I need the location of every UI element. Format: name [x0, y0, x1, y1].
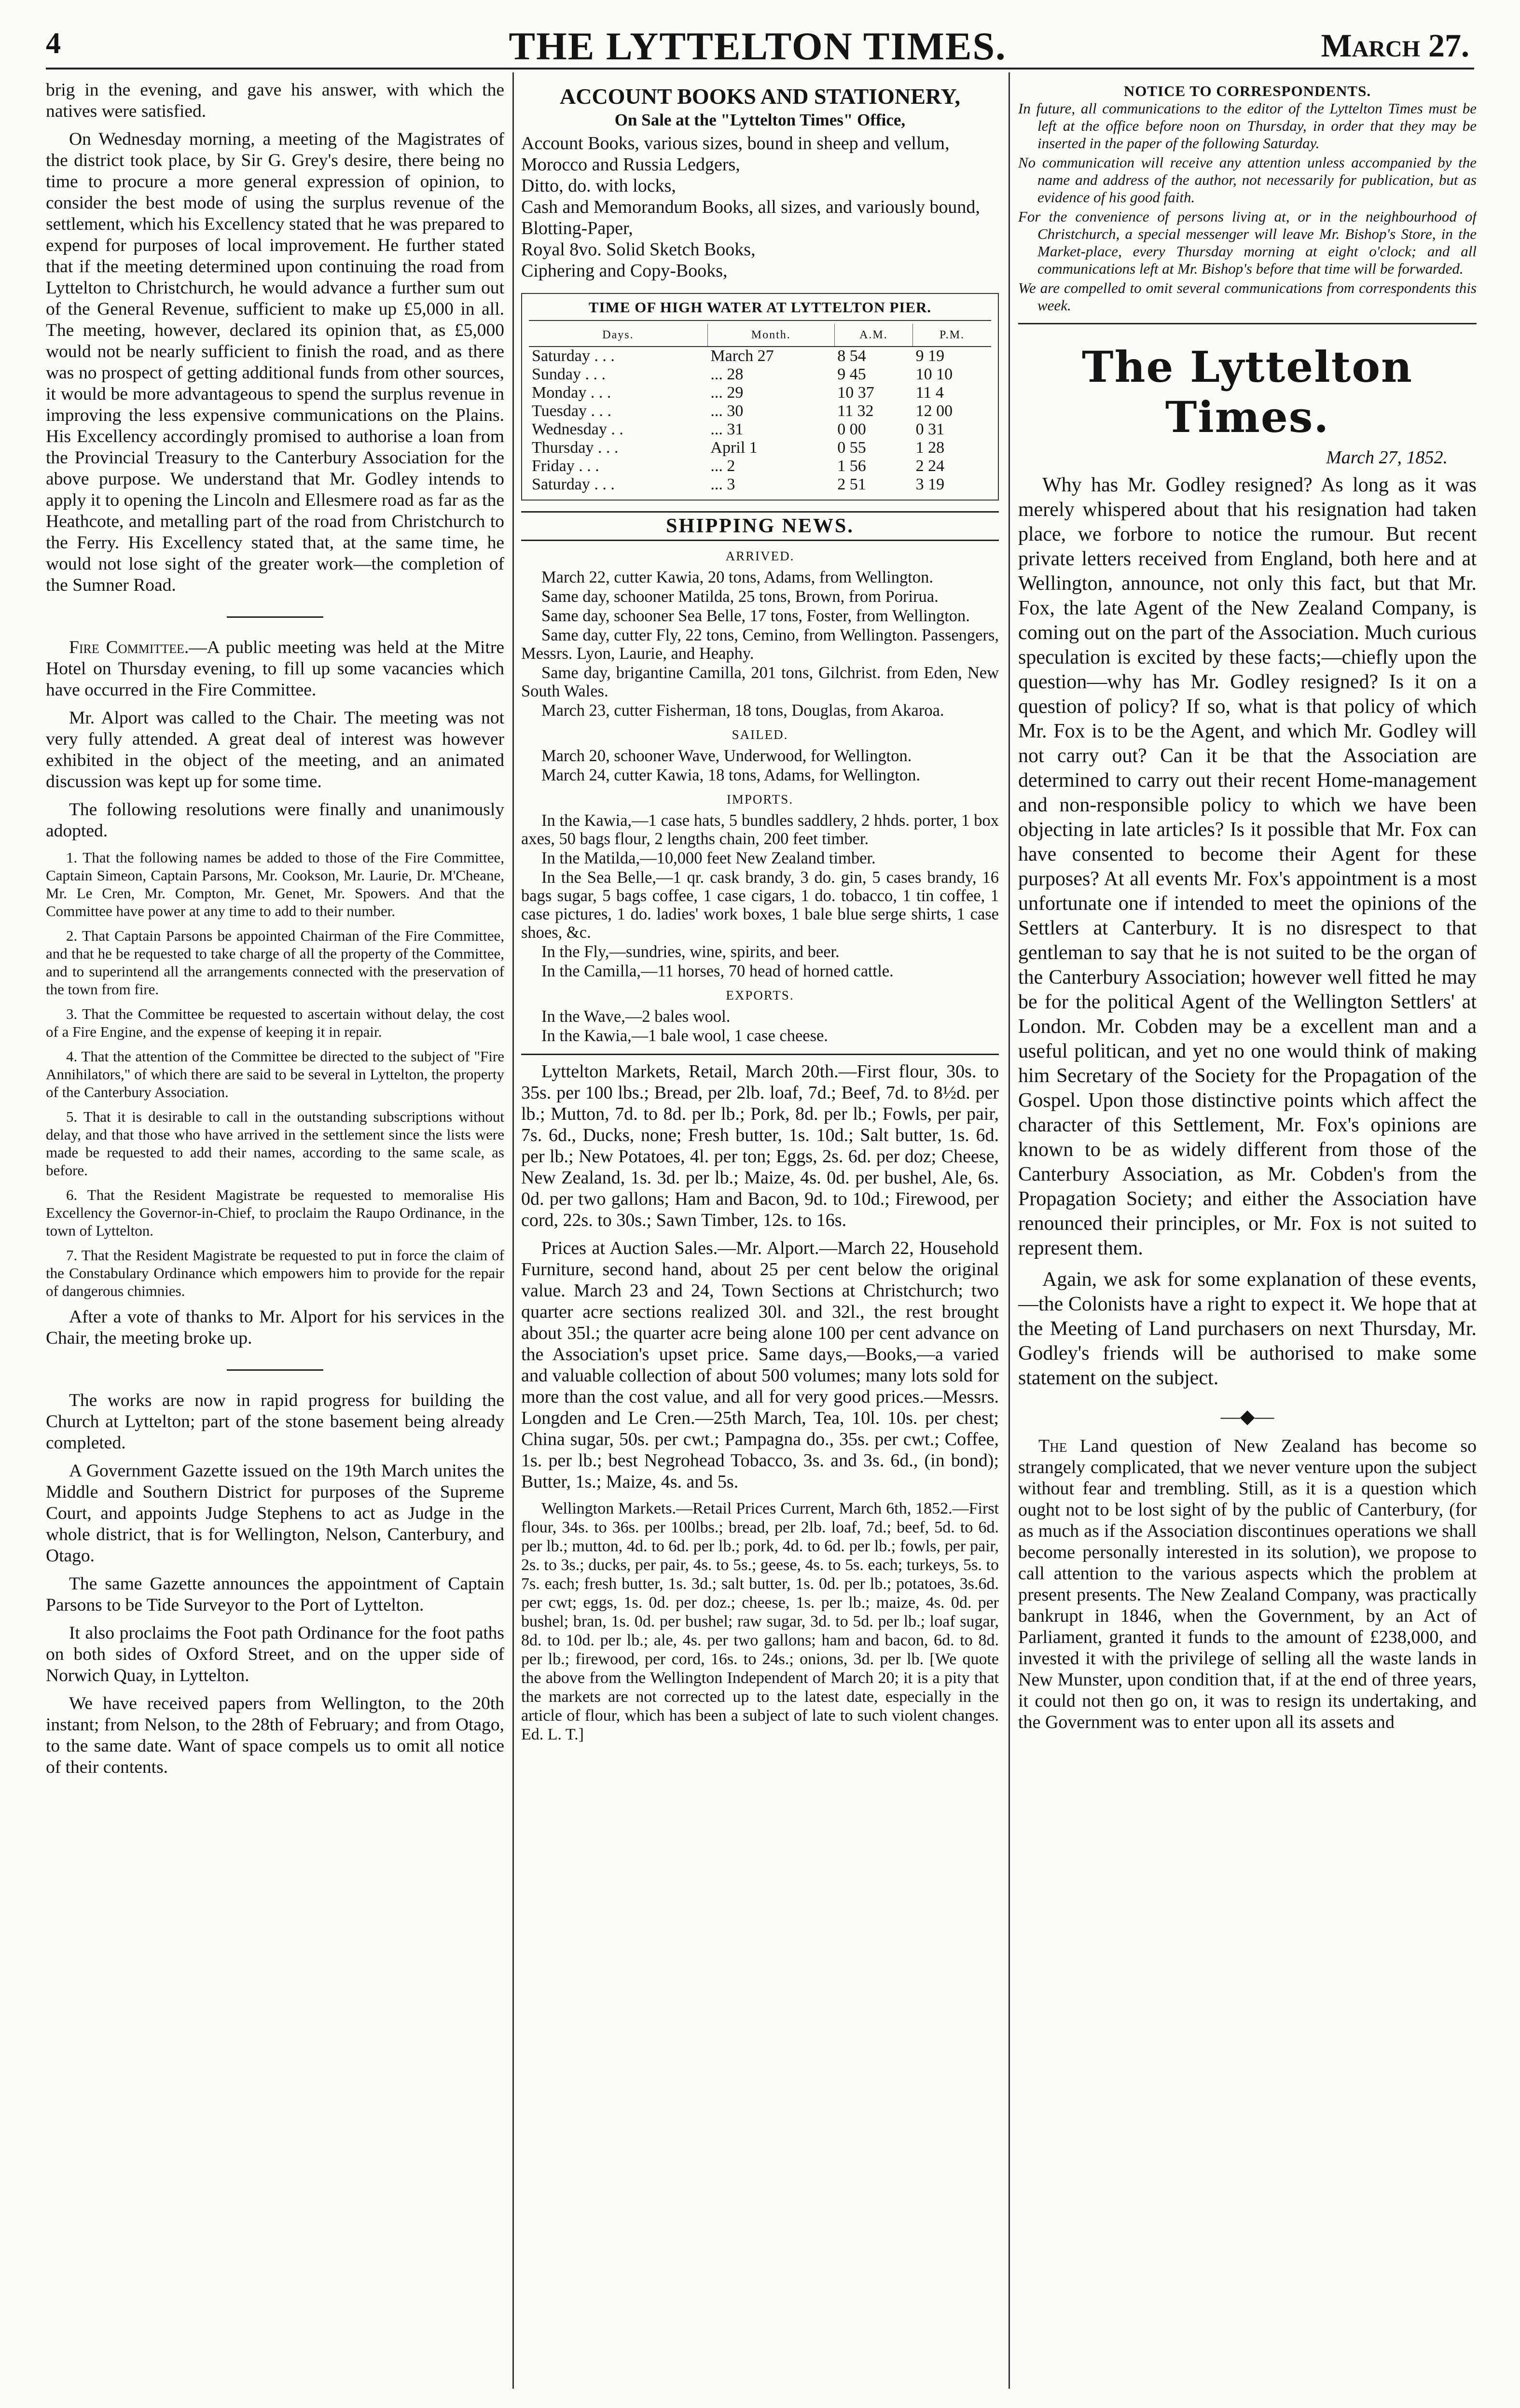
account-books-ad — [521, 84, 999, 281]
section-subhead: SAILED. — [732, 727, 788, 742]
tide-cell: 8 54 — [837, 347, 866, 365]
tide-cell: Wednesday . . — [532, 420, 623, 438]
column-middle — [521, 80, 999, 2396]
notice-title: NOTICE TO CORRESPONDENTS. — [1123, 83, 1371, 99]
tide-cell: ... 30 — [710, 402, 744, 420]
shipping-entry: March 24, cutter Kawia, 18 tons, Adams, for Wellington. — [541, 766, 921, 784]
tide-cell: 0 31 — [915, 420, 945, 438]
paragraph: Mr. Alport was called to the Chair. The meeting was not very fully attended. A great deal of interest was however exhibited in the object of the meeting, and an animated discussion was kept up for some time. — [46, 708, 504, 792]
tide-cell: Saturday . . . — [532, 475, 615, 493]
governor-report — [46, 80, 504, 596]
paragraph: brig in the evening, and gave his answer, with which the natives were satisfied. — [46, 80, 504, 121]
page-number: 4 — [46, 27, 61, 60]
tide-cell: 11 4 — [915, 384, 944, 402]
ad-item: Ciphering and Copy-Books, — [521, 261, 728, 281]
table-row — [529, 384, 991, 402]
table-row — [529, 420, 991, 439]
lead-in: Fire Committee. — [69, 638, 189, 657]
fire-committee-article — [46, 637, 504, 842]
editorial — [1018, 473, 1477, 1391]
tide-cell: Sunday . . . — [532, 365, 606, 383]
tide-cell: Thursday . . . — [532, 439, 619, 457]
table-row — [529, 365, 991, 384]
tide-cell: 3 19 — [915, 475, 945, 493]
paragraph: A Government Gazette issued on the 19th March unites the Middle and Southern District for purposes of the Supreme Court, and appoints Judge Stephens to act as Judge in the whole district, that is for Wellington, Nelson, Canterbury, and Otago. — [46, 1461, 504, 1566]
section-subhead: EXPORTS. — [726, 988, 794, 1002]
shipping-entry: In the Fly,—sundries, wine, spirits, and beer. — [541, 943, 840, 961]
shipping-entry: In the Kawia,—1 case hats, 5 bundles saddlery, 2 hhds. porter, 1 box axes, 50 bags flour, 2 lengths chain, 200 feet timber. — [521, 811, 999, 848]
editorial-masthead: The Lyttelton Times. — [1082, 342, 1413, 442]
land-question-article — [1018, 1435, 1477, 1733]
tide-table — [529, 324, 991, 494]
paragraph: The following resolutions were finally and unanimously adopted. — [46, 800, 504, 841]
ad-item: Ditto, do. with locks, — [521, 176, 676, 196]
tide-cell: Friday . . . — [532, 457, 599, 475]
tide-cell: Saturday . . . — [532, 347, 615, 365]
shipping-entry: In the Matilda,—10,000 feet New Zealand timber. — [541, 849, 876, 867]
newspaper-title: THE LYTTELTON TIMES. — [509, 24, 1007, 68]
ad-item: Morocco and Russia Ledgers, — [521, 154, 740, 175]
masthead — [46, 24, 1469, 68]
section-subhead: ARRIVED. — [725, 549, 795, 563]
issue-date: March 27. — [1321, 27, 1469, 64]
paragraph: Lyttelton Markets, Retail, March 20th.—First flour, 30s. to 35s. per 100 lbs.; Bread, per 2lb. loaf, 7d.; Beef, 7d. to 8½d. per lb.; Mutton, 7d. to 8d. per lb.; Pork, 8d. per lb.; Fowls, per pair, 7s. 6d., Ducks, none; Fresh butter, 1s. 10d.; Salt butter, 1s. 6d. per lb.; New Potatoes, 4l. per ton; Eggs, 2s. 6d. per doz; Cheese, New Zealand, 1s. 3d. per lb.; Maize, 4s. 0d. per bushel, Ale, 6s. 0d. per two gallons; Ham and Bacon, 9d. to 10d.; Firewood, per cord, 22s. to 30s.; Sawn Timber, 12s. to 16s. — [521, 1061, 999, 1230]
shipping-entry: March 20, schooner Wave, Underwood, for Wellington. — [541, 747, 912, 765]
paragraph: Again, we ask for some explanation of these events,—the Colonists have a right to expect it. We hope that at the Meeting of Land purchasers on next Thursday, Mr. Godley's friends will be authorised to make some statement on the subject. — [1018, 1268, 1477, 1389]
shipping-entry: In the Wave,—2 bales wool. — [541, 1007, 731, 1026]
column-right — [1018, 80, 1477, 2396]
tide-header: A.M. — [834, 324, 912, 347]
ad-item: Royal 8vo. Solid Sketch Books, — [521, 239, 756, 260]
resolution: 3. That the Committee be requested to ascertain without delay, the cost of a Fire Engine, and the expense of keeping it in repair. — [46, 1005, 504, 1040]
paragraph: Land question of New Zealand has become so strangely complicated, that we never venture upon the subject without fear and trembling. Still, as it is a question which ought not to be lost sight of by the public of Canterbury, (for as much as if the Association discontinues operations we shall become personally interested in its solution), we propose to call attention to the various aspects which the problem at present presents. The New Zealand Company, was practically bankrupt in 1846, when the Government, by an Act of Parliament, granted it funds to the amount of £238,000, and invested it with the privilege of selling all the waste lands in New Munster, upon condition that, if at the end of three years, it could not then go on, it was to resign its undertaking, and the Government was to enter upon all its assets and — [1018, 1436, 1477, 1732]
section-rule — [521, 1054, 999, 1055]
paragraph: The works are now in rapid progress for building the Church at Lyttelton; part of the stone basement being already completed. — [46, 1391, 504, 1453]
paragraph: We have received papers from Wellington, to the 20th instant; from Nelson, to the 28th of February; and from Otago, to the same date. Want of space compels us to omit all notice of their contents. — [46, 1694, 504, 1777]
tide-header: Month. — [707, 324, 834, 347]
tide-cell: ... 2 — [710, 457, 735, 475]
paragraph: After a vote of thanks to Mr. Alport for his services in the Chair, the meeting broke up. — [46, 1307, 504, 1348]
tide-cell: ... 3 — [710, 475, 735, 493]
resolution: 5. That it is desirable to call in the outstanding subscriptions without delay, and that those who have arrived in the settlement since the lists were made be requested to add their names, according to the same scale, as before. — [46, 1108, 504, 1179]
ad-item: Account Books, various sizes, bound in sheep and vellum, — [521, 133, 950, 153]
paragraph: It also proclaims the Foot path Ordinance for the foot paths on both sides of Oxford Street, and on the upper side of Norwich Quay, in Lyttelton. — [46, 1623, 504, 1685]
resolution: 6. That the Resident Magistrate be requested to memoralise His Excellency the Governor-in-Chief, to proclaim the Raupo Ordinance, in the town of Lyttelton. — [46, 1186, 504, 1239]
tide-cell: April 1 — [710, 439, 758, 457]
section-separator — [227, 616, 323, 618]
section-subhead: IMPORTS. — [726, 792, 794, 807]
tide-cell: 10 37 — [837, 384, 874, 402]
shipping-entry: Same day, cutter Fly, 22 tons, Cemino, from Wellington. Passengers, Messrs. Lyon, Laurie, and Heaphy. — [521, 626, 999, 663]
tide-cell: March 27 — [710, 347, 774, 365]
ad-subtitle: On Sale at the "Lyttelton Times" Office, — [614, 111, 906, 129]
local-news — [46, 1390, 504, 1778]
tide-cell: 11 32 — [837, 402, 874, 420]
market-reports — [521, 1061, 999, 1744]
tide-header: Days. — [529, 324, 707, 347]
tide-cell: 9 19 — [915, 347, 945, 365]
paragraph: The same Gazette announces the appointment of Captain Parsons to be Tide Surveyor to the Port of Lyttelton. — [46, 1574, 504, 1615]
shipping-entry: March 23, cutter Fisherman, 18 tons, Douglas, from Akaroa. — [541, 701, 944, 720]
lead-in: The — [1038, 1436, 1067, 1456]
tide-cell: 2 24 — [915, 457, 945, 475]
notice-to-correspondents — [1018, 100, 1477, 314]
paragraph: —A public meeting was held at the Mitre Hotel on Thursday evening, to fill up some vacancies which have occurred in the Fire Committee. — [46, 638, 504, 700]
ad-item: Blotting-Paper, — [521, 218, 633, 238]
tide-cell: 1 28 — [915, 439, 945, 457]
tide-cell: ... 29 — [710, 384, 744, 402]
shipping-entry: Same day, schooner Matilda, 25 tons, Brown, from Porirua. — [541, 587, 939, 606]
tide-cell: ... 28 — [710, 365, 744, 383]
section-separator — [227, 1369, 323, 1371]
resolutions-list — [46, 849, 504, 1300]
tide-cell: 12 00 — [915, 402, 953, 420]
notice-item: No communication will receive any attention unless accompanied by the name and address of the author, not necessarily for publication, but as evidence of his good faith. — [1018, 154, 1477, 206]
section-rule — [1018, 323, 1477, 324]
tide-table-box — [521, 293, 999, 501]
ad-title: ACCOUNT BOOKS AND STATIONERY, — [560, 84, 960, 109]
notice-item: We are compelled to omit several communications from correspondents this week. — [1018, 279, 1477, 314]
shipping-news-title: SHIPPING NEWS. — [521, 511, 999, 541]
paragraph: On Wednesday morning, a meeting of the Magistrates of the district took place, by Sir G. Grey's desire, there being no time to procure a more general expression of opinion, to consider the best mode of using the surplus revenue of the settlement, which his Excellency stated that he was prepared to expend for purposes of local improvement. He further stated that if the meeting determined upon continuing the road from Lyttelton to Christchurch, he would advance a further sum out of the General Revenue, sufficient to make up £5,000 in all. The meeting, however, declared its opinion that, as £5,000 would not be nearly sufficient to finish the road, and as there was no prospect of getting additional funds from other sources, it would be more advantageous to spend the surplus revenue in improving the less expensive communications on the Plains. His Excellency accordingly promised to authorise a loan from the Provincial Treasury to the Canterbury Association for the above purpose. We understand that Mr. Godley intends to apply it to opening the Lincoln and Ellesmere road as far as the Heathcote, and metalling part of the road from Christchurch to the Ferry. His Excellency stated that, at the same time, he would not lose sight of the greater work—the completion of the Sumner Road. — [46, 129, 504, 595]
shipping-news — [521, 547, 999, 1045]
table-row — [529, 475, 991, 494]
table-row — [529, 347, 991, 365]
column-rule — [1009, 72, 1010, 2389]
table-row — [529, 439, 991, 457]
shipping-entry: In the Kawia,—1 bale wool, 1 case cheese. — [541, 1027, 828, 1045]
table-row — [529, 402, 991, 420]
editorial-dateline: March 27, 1852. — [1326, 447, 1448, 468]
tide-cell: 0 00 — [837, 420, 866, 438]
column-left — [46, 80, 504, 2396]
shipping-entry: In the Sea Belle,—1 qr. cask brandy, 3 do. gin, 5 cases brandy, 16 bags sugar, 5 bags coffee, 1 case cigars, 1 do. tobacco, 1 tin coffee, 1 case pictures, 1 do. ladies' work boxes, 1 bale blue serge shirts, 1 case shoes, &c. — [521, 868, 999, 942]
tide-cell: 0 55 — [837, 439, 866, 457]
paragraph: Prices at Auction Sales.—Mr. Alport.—March 22, Household Furniture, second hand, about 25 per cent below the original value. March 23 and 24, Town Sections at Christchurch; two quarter acre sections realized 30l. and 32l., the rest brought about 35l.; the quarter acre being alone 100 per cent advance on the Association's upset price. Same days,—Books,—a varied and valuable collection of about 500 volumes; many lots sold for more than the cost value, and all for very good prices.—Messrs. Longden and Le Cren.—25th March, Tea, 10l. 10s. per chest; China sugar, 50s. per cwt.; Pampagna do., 35s. per cwt.; Coffee, 1s. per lb.; best Negrohead Tobacco, 3s. and 3s. 6d., (in bond); Butter, 1s.; Maize, 4s. and 5s. — [521, 1238, 999, 1492]
tide-cell: Tuesday . . . — [532, 402, 611, 420]
tide-header: P.M. — [913, 324, 991, 347]
masthead-rule — [46, 68, 1474, 70]
resolution: 4. That the attention of the Committee be directed to the subject of "Fire Annihilators," of which there are said to be several in Lyttelton, the property of the Canterbury Association. — [46, 1048, 504, 1100]
tide-cell: 10 10 — [915, 365, 953, 383]
tide-cell: 1 56 — [837, 457, 866, 475]
table-row — [529, 457, 991, 475]
shipping-entry: March 22, cutter Kawia, 20 tons, Adams, from Wellington. — [541, 568, 933, 586]
ornament-divider: —◆— — [1220, 1406, 1274, 1427]
resolution: 1. That the following names be added to those of the Fire Committee, Captain Simeon, Captain Parsons, Mr. Cookson, Mr. Laurie, Dr. M'Cheane, Mr. Le Cren, Mr. Compton, Mr. Genet, Mr. Spowers. And that the Committee have power at any time to add to their number. — [46, 849, 504, 919]
tide-cell: Monday . . . — [532, 384, 611, 402]
column-rule — [512, 72, 514, 2389]
shipping-entry: Same day, brigantine Camilla, 201 tons, Gilchrist. from Eden, New South Wales. — [521, 664, 999, 700]
resolution: 7. That the Resident Magistrate be requested to put in force the claim of the Constabulary Ordinance which empowers him to provide for the repair of dangerous chimnies. — [46, 1247, 504, 1299]
tide-table-title: TIME OF HIGH WATER AT LYTTELTON PIER. — [529, 299, 991, 321]
shipping-entry: In the Camilla,—11 horses, 70 head of horned cattle. — [541, 962, 894, 980]
resolution: 2. That Captain Parsons be appointed Chairman of the Fire Committee, and that he be requested to take charge of all the property of the Committee, and to superintend all the arrangements connected with the preservation of the town from fire. — [46, 927, 504, 998]
tide-cell: 9 45 — [837, 365, 866, 383]
notice-item: For the convenience of persons living at, or in the neighbourhood of Christchurch, a special messenger will leave Mr. Bishop's Store, in the Market-place, every Thursday morning at eight o'clock; and all communications left at Mr. Bishop's before that time will be forwarded. — [1018, 208, 1477, 277]
shipping-entry: Same day, schooner Sea Belle, 17 tons, Foster, from Wellington. — [541, 607, 970, 625]
ad-item: Cash and Memorandum Books, all sizes, and variously bound, — [521, 197, 980, 217]
tide-cell: 2 51 — [837, 475, 866, 493]
tide-cell: ... 31 — [710, 420, 744, 438]
notice-item: In future, all communications to the editor of the Lyttelton Times must be left at the office before noon on Thursday, in order that they may be inserted in the paper of the following Saturday. — [1018, 100, 1477, 152]
paragraph: Why has Mr. Godley resigned? As long as it was merely whispered about that his resignation had taken place, we forbore to notice the rumour. But recent private letters received from England, both here and at Wellington, announce, not only this fact, but that Mr. Fox, the late Agent of the New Zealand Company, is coming out on the part of the Association. Much curious speculation is excited by these facts;—chiefly upon the question—why has Mr. Godley resigned? Is it on a question of policy? If so, what is that policy of which Mr. Fox is to be the Agent, and which Mr. Godley will not carry out? Can it be that the Association are determined to carry out their recent Home-management and non-responsible policy to which we have been objecting in late articles? Is it possible that Mr. Fox can have consented to become their Agent for these purposes? At all events Mr. Fox's appointment is a most unfortunate one if intended to meet the opinions of the Settlers at Canterbury. It is no disrespect to that gentleman to say that he is not suited to be the organ of the Canterbury Association; however well fitted he may be for the political Agent of the Wellington Settlers' at London. Mr. Cobden may be a excellent man and a useful politican, and yet no one would think of making him Secretary of the Society for the Propagation of the Gospel. Upon those distinctive points which affect the character of this Settlement, Mr. Fox's opinions are known to be as widely different from those of the Canterbury Association, as Mr. Cobden's from the Propagation Society; and either the Association have renounced their principles, or Mr. Fox is not suited to represent them. — [1018, 474, 1477, 1259]
paragraph: Wellington Markets.—Retail Prices Current, March 6th, 1852.—First flour, 34s. to 36s. per 100lbs.; bread, per 2lb. loaf, 7d.; beef, 5d. to 6d. per lb.; mutton, 4d. to 6d. per lb.; pork, 4d. to 6d. per lb.; fowls, per pair, 2s. to 3s.; ducks, per pair, 4s. to 5s.; geese, 4s. to 5s. each; turkeys, 5s. to 7s. each; fresh butter, 1s. 3d.; salt butter, 1s. 0d. per lb.; potatoes, 3s.6d. per cwt; eggs, 1s. 0d. per doz.; cheese, 1s. per lb.; maize, 4s. 0d. per bushel; bran, 1s. 0d. per bushel; raw sugar, 3d. to 5d. per lb.; loaf sugar, 8d. to 10d. per lb.; ale, 4s. per two gallons; ham and bacon, 6d. to 8d. per lb.; firewood, per cord, 16s. to 24s.; onions, 3d. per lb. [We quote the above from the Wellington Independent of March 20; it is a pity that the markets are not corrected up to the latest date, especially in the article of flour, which has been a subject of late to such violent changes. Ed. L. T.] — [521, 1500, 999, 1743]
